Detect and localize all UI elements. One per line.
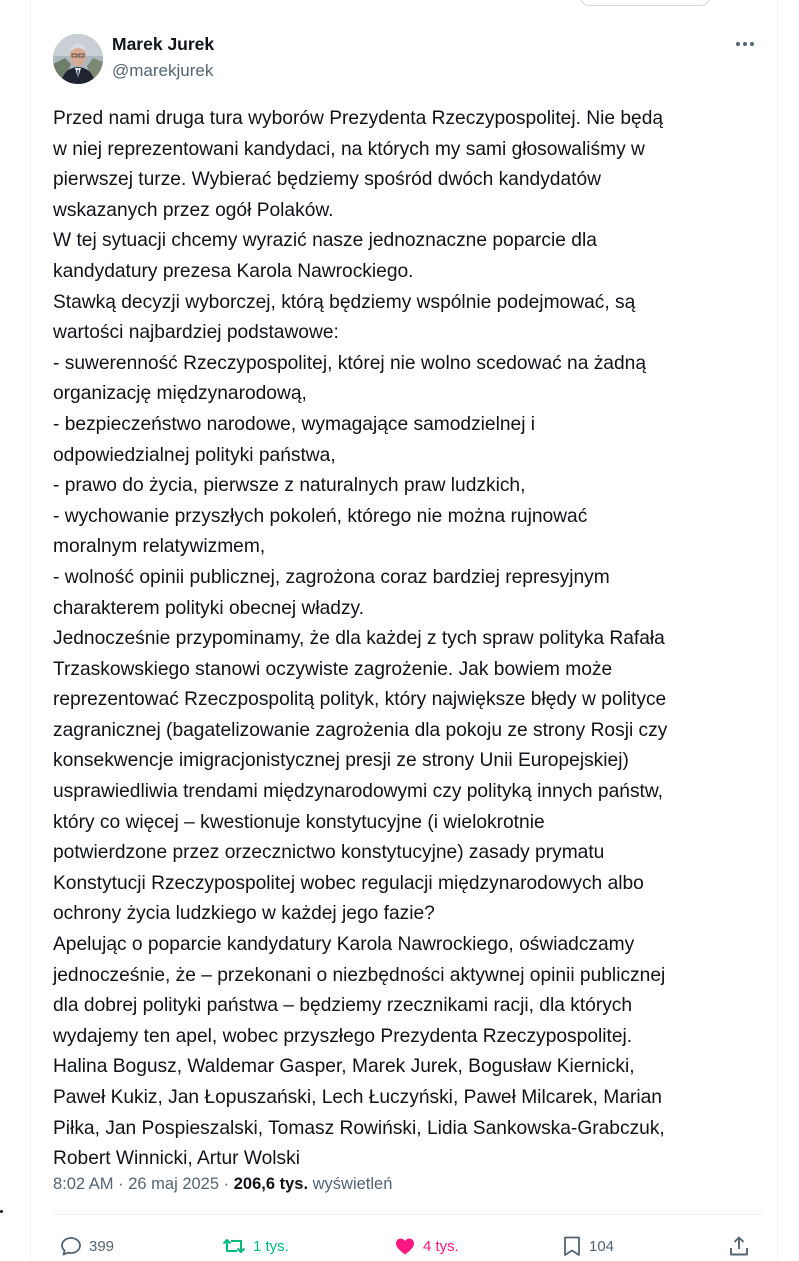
tweet-text: Przed nami druga tura wyborów Prezydenta Rzeczypospolitej. Nie będą w niej reprezentowani kandydaci, na których my sami głosowaliśmy w pierwszej turze. Wybierać będziemy spośród dwóch kandydatów wskazanych przez ogół Polaków. W tej sytuacji chcemy wyrazić nasze jednoznaczne poparcie dla kandydatury prezesa Karola Nawrockiego. Stawką decyzji wyborczej, którą będziemy wspólnie podejmować, są wartości najbardziej podstawowe: - suwerenność Rzeczypospolitej, której nie wolno scedować na żadną organizację międzynarodową, - bezpieczeństwo narodowe, wymagające samodzielnej i odpowiedzialnej polityki państwa, - prawo do życia, pierwsze z naturalnych praw ludzkich, - wychowanie przyszłych pokoleń, którego nie można rujnować moralnym relatywizmem, - wolność opinii publicznej, zagrożona coraz bardziej represyjnym charakterem polityki obecnej władzy. Jednocześnie przypominamy, że dla każdej z tych spraw polityka Rafała Trzaskowskiego stanowi oczywiste zagrożenie. Jak bowiem może reprezentować Rzeczpospolitą polityk, który największe błędy w polityce zagranicznej (bagatelizowanie zagrożenia dla pokoju ze strony Rosji czy konsekwencje imigracjonistycznej presji ze strony Unii Europejskiej) usprawiedliwia trendami międzynarodowymi czy polityką innych państw, który co więcej – kwestionuje konstytucyjne (i wielokrotnie potwierdzone przez orzecznictwo konstytucyjne) zasady prymatu Konstytucji Rzeczypospolitej wobec regulacji międzynarodowych albo ochrony życia ludzkiego w każdej jego fazie? Apelując o poparcie kandydatury Karola Nawrockiego, oświadczamy jednocześnie, że – przekonani o niezbędności aktywnej opinii publicznej dla dobrej polityki państwa – będziemy rzecznikami racji, dla których wydajemy ten apel, wobec przyszłego Prezydenta Rzeczypospolitej. Halina Bogusz, Waldemar Gasper, Marek Jurek, Bogusław Kiernicki, Paweł Kukiz, Jan Łopuszański, Lech Łuczyński, Paweł Milcarek, Marian Piłka, Jan Pospieszalski, Tomasz Rowiński, Lidia Sankowska-Grabczuk, Robert Winnicki, Artur Wolski	[53, 108, 668, 1170]
repost-icon	[221, 1234, 247, 1258]
view-label: wyświetleń	[308, 1175, 393, 1193]
like-button[interactable]	[393, 1234, 459, 1258]
profile-photo-icon	[53, 34, 103, 84]
tweet-time[interactable]: 8:02 AM	[53, 1175, 114, 1193]
tweet-meta	[53, 1175, 392, 1194]
like-count: 4 tys.	[423, 1237, 459, 1255]
meta-separator: ·	[113, 1175, 129, 1193]
tweet-date[interactable]: 26 maj 2025	[128, 1175, 220, 1193]
edge-mark	[0, 1210, 3, 1213]
share-button[interactable]	[727, 1234, 751, 1258]
bookmark-count: 104	[589, 1237, 615, 1255]
repost-button[interactable]	[221, 1234, 289, 1258]
reply-count: 399	[89, 1237, 115, 1255]
more-icon	[733, 37, 757, 51]
reply-button[interactable]	[59, 1234, 114, 1258]
reply-icon	[59, 1234, 83, 1258]
bookmark-icon	[561, 1234, 583, 1258]
more-button[interactable]	[733, 37, 757, 51]
bookmark-button[interactable]	[561, 1234, 614, 1258]
avatar[interactable]	[53, 34, 103, 84]
action-bar	[53, 1234, 755, 1258]
heart-icon	[393, 1234, 417, 1258]
repost-count: 1 tys.	[253, 1237, 289, 1255]
meta-separator: ·	[219, 1175, 234, 1193]
share-icon	[727, 1234, 751, 1258]
author-name[interactable]: Marek Jurek	[112, 34, 215, 54]
author-handle[interactable]: @marekjurek	[112, 61, 214, 80]
divider	[53, 1214, 763, 1215]
view-count: 206,6 tys.	[233, 1175, 309, 1193]
top-button-edge[interactable]	[580, 0, 710, 6]
